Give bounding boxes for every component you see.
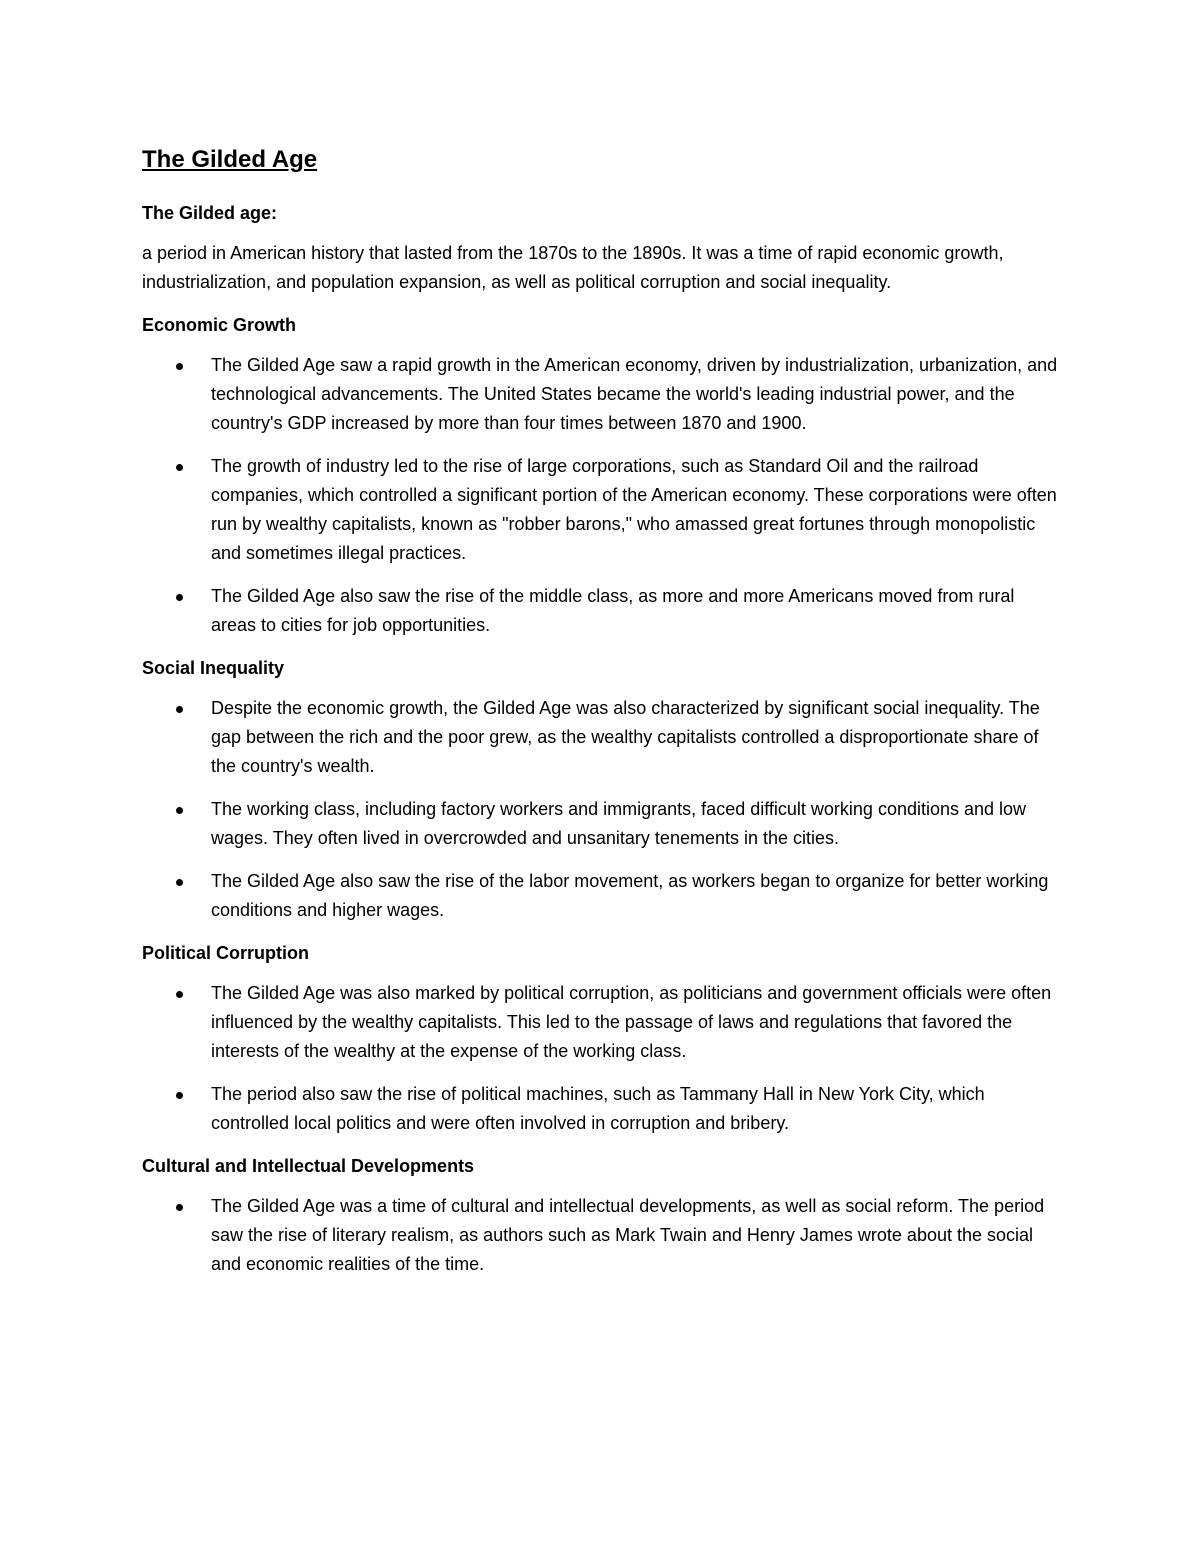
section-political-corruption <box>142 939 1062 1138</box>
list-item-text: The Gilded Age saw a rapid growth in the American economy, driven by industrialization, urbanization, and technological advancements. The United States became the world's leading industrial power, and the country's GDP increased by more than four times between 1870 and 1900. <box>211 355 1058 433</box>
list-item <box>142 452 1062 568</box>
list-item-text: The working class, including factory workers and immigrants, faced difficult working conditions and low wages. They often lived in overcrowded and unsanitary tenements in the cities. <box>211 799 1027 848</box>
section-economic-growth <box>142 311 1062 640</box>
section-cultural-intellectual <box>142 1152 1062 1279</box>
bullet-list <box>142 979 1062 1138</box>
page-title: The Gilded Age <box>142 146 318 173</box>
intro-paragraph: a period in American history that lasted from the 1870s to the 1890s. It was a time of rapid economic growth, industrialization, and population expansion, as well as political corruption and social inequality. <box>142 243 1004 292</box>
bullet-list <box>142 694 1062 925</box>
section-heading: Political Corruption <box>142 943 310 963</box>
list-item-text: The period also saw the rise of political machines, such as Tammany Hall in New York City, which controlled local politics and were often involved in corruption and bribery. <box>211 1084 985 1133</box>
list-item <box>142 979 1062 1066</box>
list-item <box>142 694 1062 781</box>
section-heading: Economic Growth <box>142 315 297 335</box>
document-page <box>142 140 1062 1293</box>
bullet-icon <box>176 807 183 814</box>
bullet-icon <box>176 879 183 886</box>
bullet-icon <box>176 464 183 471</box>
list-item-text: The Gilded Age also saw the rise of the labor movement, as workers began to organize for better working conditions and higher wages. <box>211 871 1049 920</box>
bullet-icon <box>176 991 183 998</box>
bullet-list <box>142 1192 1062 1279</box>
bullet-icon <box>176 594 183 601</box>
bullet-icon <box>176 363 183 370</box>
section-heading: Cultural and Intellectual Developments <box>142 1156 475 1176</box>
list-item-text: The Gilded Age also saw the rise of the middle class, as more and more Americans moved from rural areas to cities for job opportunities. <box>211 586 1015 635</box>
intro-label: The Gilded age: <box>142 203 278 223</box>
bullet-icon <box>176 1092 183 1099</box>
list-item <box>142 795 1062 853</box>
list-item <box>142 1080 1062 1138</box>
list-item-text: The Gilded Age was also marked by political corruption, as politicians and government officials were often influenced by the wealthy capitalists. This led to the passage of laws and regulations that favored the interests of the wealthy at the expense of the working class. <box>211 983 1052 1061</box>
list-item-text: The growth of industry led to the rise of large corporations, such as Standard Oil and the railroad companies, which controlled a significant portion of the American economy. These corporations were often run by wealthy capitalists, known as "robber barons," who amassed great fortunes through monopolistic and sometimes illegal practices. <box>211 456 1057 563</box>
list-item-text: The Gilded Age was a time of cultural and intellectual developments, as well as social reform. The period saw the rise of literary realism, as authors such as Mark Twain and Henry James wrote about the social and economic realities of the time. <box>211 1196 1045 1274</box>
list-item <box>142 1192 1062 1279</box>
list-item-text: Despite the economic growth, the Gilded Age was also characterized by significant social inequality. The gap between the rich and the poor grew, as the wealthy capitalists controlled a disproportionate share of the country's wealth. <box>211 698 1040 776</box>
bullet-icon <box>176 706 183 713</box>
list-item <box>142 351 1062 438</box>
bullet-list <box>142 351 1062 640</box>
bullet-icon <box>176 1204 183 1211</box>
section-social-inequality <box>142 654 1062 925</box>
section-heading: Social Inequality <box>142 658 285 678</box>
list-item <box>142 867 1062 925</box>
list-item <box>142 582 1062 640</box>
